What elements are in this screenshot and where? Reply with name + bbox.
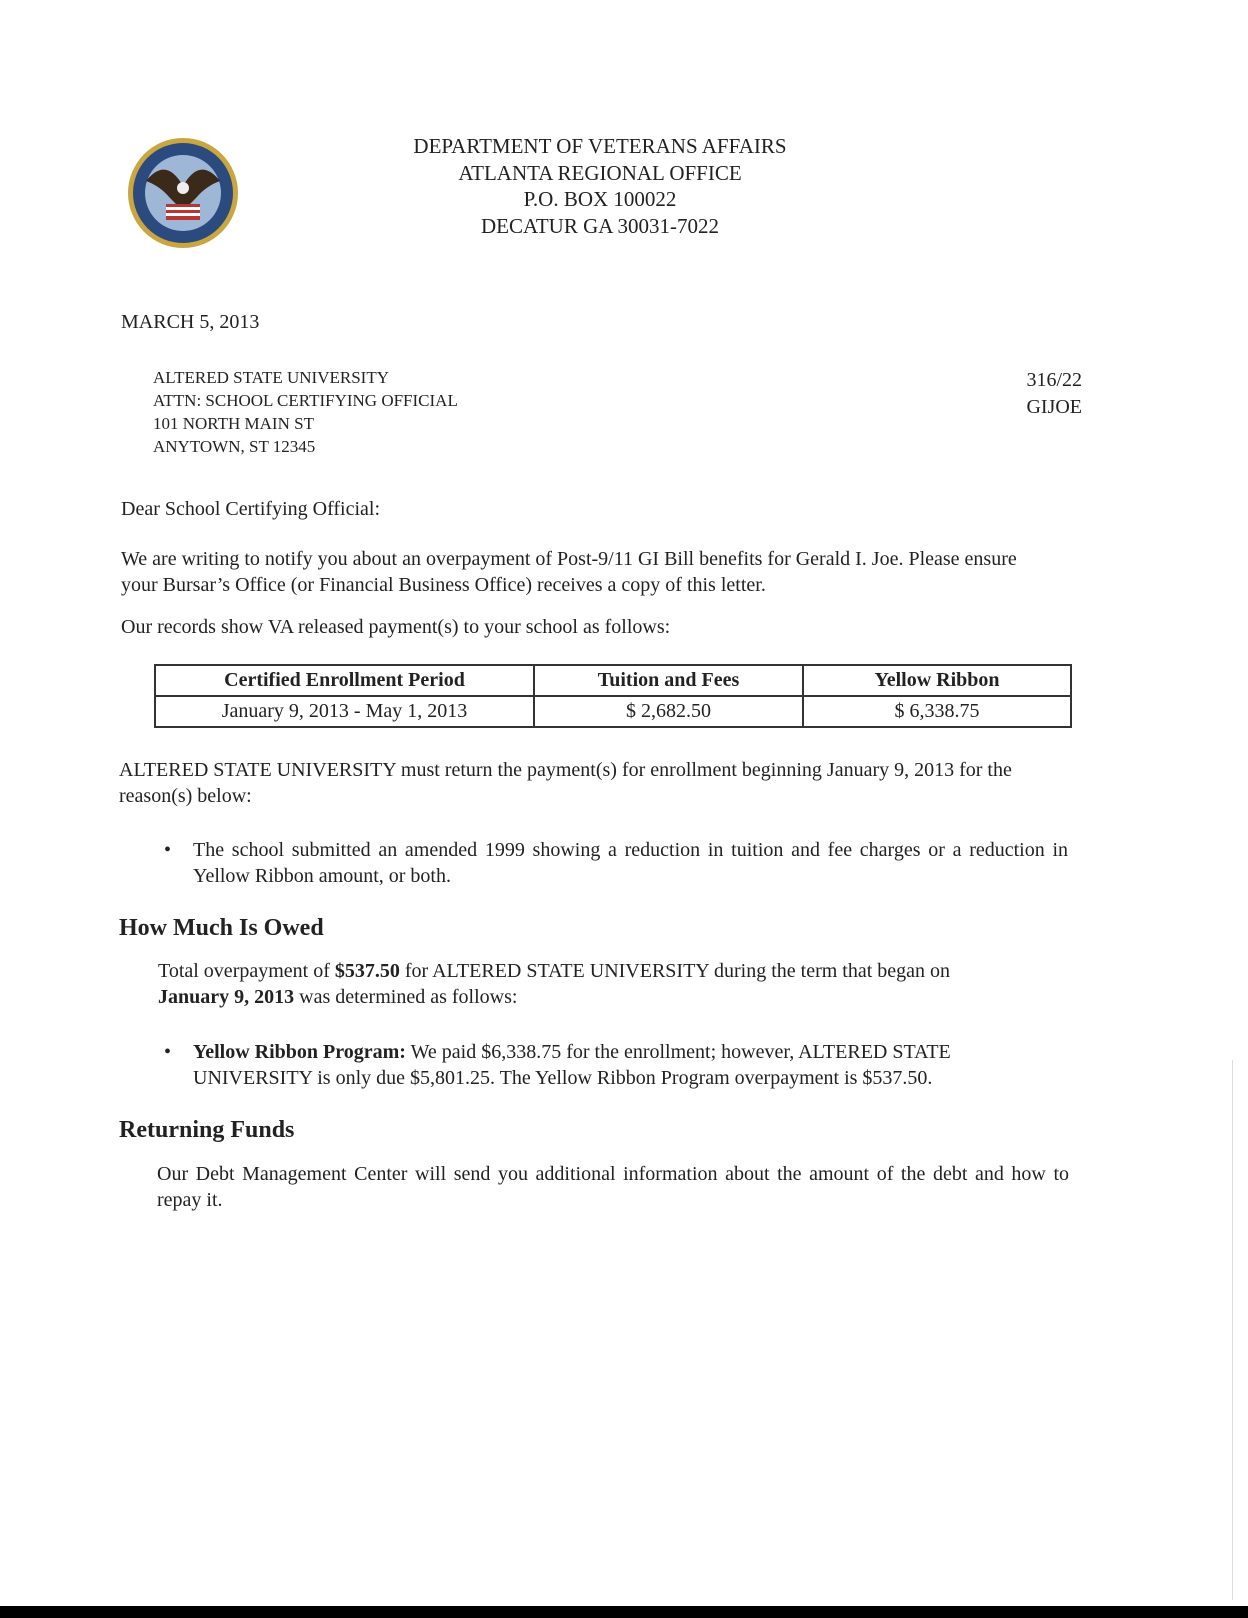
owed-text: for ALTERED STATE UNIVERSITY during the term that began on [399, 960, 951, 982]
return-paragraph: ALTERED STATE UNIVERSITY must return the payment(s) for enrollment beginning January 9, 2013 for the reason(s) below: [119, 759, 1012, 807]
owed-paragraph [158, 958, 988, 1010]
cell-yellow-ribbon: $ 6,338.75 [803, 696, 1071, 727]
reference-id: GIJOE [1026, 396, 1082, 418]
letter-date: MARCH 5, 2013 [121, 311, 260, 333]
reason-bullet [164, 837, 1068, 889]
owed-text: Total overpayment of [158, 960, 335, 982]
bullet-icon: • [164, 839, 172, 861]
owed-amount: $537.50 [334, 960, 400, 982]
letterhead-line: DECATUR GA 30031-7022 [480, 213, 719, 238]
reference-code [1000, 367, 1082, 421]
intro-paragraph: We are writing to notify you about an overpayment of Post-9/11 GI Bill benefits for Gerald I. Joe. Please ensure your Bursar’s Office (or Financial Business Office) receives a copy of this letter. [121, 548, 1017, 596]
letterhead-line: ATLANTA REGIONAL OFFICE [458, 160, 742, 185]
payment-table [154, 664, 1072, 728]
owed-text: was determined as follows: [294, 986, 518, 1008]
recipient-address [153, 366, 458, 458]
col-header-period: Certified Enrollment Period [155, 665, 534, 696]
letterhead-line: P.O. BOX 100022 [523, 187, 677, 211]
scan-bottom-border [0, 1606, 1248, 1618]
records-intro: Our records show VA released payment(s) to your school as follows: [121, 616, 671, 638]
bullet-icon: • [164, 1041, 172, 1063]
scan-edge [1232, 1060, 1233, 1600]
heading-how-much-owed: How Much Is Owed [119, 915, 324, 941]
returning-paragraph: Our Debt Management Center will send you additional information about the amount of the debt and how to repay it. [157, 1163, 1069, 1211]
file-number: 316/22 [1026, 369, 1082, 391]
table-header-row [155, 665, 1071, 696]
bullet-text: We paid $6,338.75 for the enrollment; however, ALTERED STATE UNIVERSITY is only due $5,801.25. The Yellow Ribbon Program overpayment is $537.50. [193, 1041, 951, 1089]
owed-term: January 9, 2013 [158, 986, 295, 1008]
heading-returning-funds: Returning Funds [119, 1117, 295, 1143]
col-header-tuition: Tuition and Fees [534, 665, 803, 696]
cell-tuition: $ 2,682.50 [534, 696, 803, 727]
address-line: ATTN: SCHOOL CERTIFYING OFFICIAL [153, 391, 458, 410]
salutation: Dear School Certifying Official: [121, 498, 381, 520]
address-line: ANYTOWN, ST 12345 [153, 437, 316, 456]
yellow-ribbon-bullet [164, 1039, 1068, 1091]
bullet-label: Yellow Ribbon Program: [193, 1041, 406, 1063]
reason-text: The school submitted an amended 1999 showing a reduction in tuition and fee charges or a reduction in Yellow Ribbon amount, or both. [193, 839, 1068, 887]
cell-period: January 9, 2013 - May 1, 2013 [155, 696, 534, 727]
col-header-yellow-ribbon: Yellow Ribbon [803, 665, 1071, 696]
address-line: ALTERED STATE UNIVERSITY [153, 368, 389, 387]
va-seal-logo [126, 136, 240, 250]
table-row [155, 696, 1071, 727]
letterhead-line: DEPARTMENT OF VETERANS AFFAIRS [413, 134, 787, 158]
letterhead [300, 133, 900, 239]
address-line: 101 NORTH MAIN ST [153, 414, 314, 433]
